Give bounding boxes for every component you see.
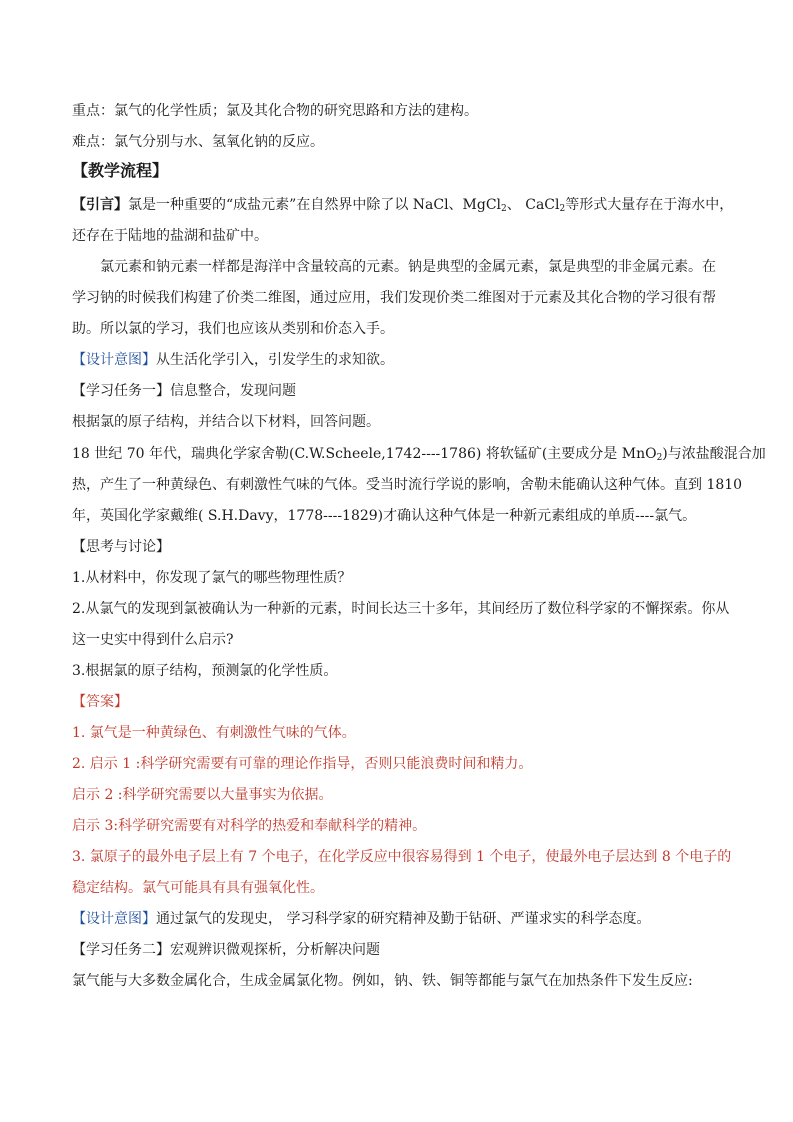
chlorine-metal-reaction: 氯气能与大多数金属化合，生成金属氯化物。例如，钠、铁、铜等都能与氯气在加热条件下发生反应: [72, 973, 693, 989]
answer-1: 1. 氯气是一种黄绿色、有刺激性气味的气体。 [72, 725, 356, 741]
material-line-3: 年，英国化学家戴维( S.H.Davy，1778----1829)才确认这种气体是一种新元素组成的单质----氯气。 [72, 508, 697, 524]
key-points: 重点：氯气的化学性质；氯及其化合物的研究思路和方法的建构。 [72, 103, 478, 119]
question-1: 1.从材料中，你发现了氯气的哪些物理性质？ [72, 570, 352, 586]
learning-task-1: 【学习任务一】信息整合，发现问题 [72, 383, 296, 399]
design-intent-2: 【设计意图】通过氯气的发现史， 学习科学家的研究精神及勤于钻研、严谨求实的科学态度。 [72, 911, 651, 927]
difficult-points: 难点：氯气分别与水、氢氧化钠的反应。 [72, 134, 324, 150]
body-paragraph-line-1: 氯元素和钠元素一样都是海洋中含量较高的元素。钠是典型的金属元素，氯是典型的非金属元素。在 [100, 259, 716, 275]
learning-task-1-label: 【学习任务一】 [72, 383, 170, 399]
material-line-2: 热，产生了一种黄绿色、有刺激性气味的气体。受当时流行学说的影响，舍勒未能确认这种气体。直到 1810 [72, 477, 743, 493]
intro-label: 【引言】 [72, 197, 128, 213]
question-2-line-1: 2.从氯气的发现到氯被确认为一种新的元素，时间长达三十多年，其间经历了数位科学家的不懈探索。你从 [72, 601, 730, 617]
learning-task-2: 【学习任务二】宏观辨识微观探析，分析解决问题 [72, 942, 380, 958]
think-discuss-heading: 【思考与讨论】 [72, 539, 170, 555]
learning-task-2-label: 【学习任务二】 [72, 942, 170, 958]
body-paragraph-line-2: 学习钠的时候我们构建了价类二维图，通过应用，我们发现价类二维图对于元素及其化合物的学习很有帮 [72, 290, 716, 306]
answer-3-line-1: 3. 氯原子的最外电子层上有 7 个电子，在化学反应中很容易得到 1 个电子，使最外电子层达到 8 个电子的 [72, 849, 732, 865]
intro-paragraph-line-1: 【引言】氯是一种重要的“成盐元素”在自然界中除了以 NaCl、MgCl$_2$、 CaCl$_2$等形式大量存在于海水中， [72, 197, 734, 214]
design-intent-label: 【设计意图】 [72, 911, 156, 927]
task-instruction: 根据氯的原子结构，并结合以下材料，回答问题。 [72, 414, 380, 430]
body-paragraph-line-3: 助。所以氯的学习，我们也应该从类别和价态入手。 [72, 321, 394, 337]
answer-2-insight-2: 启示 2 :科学研究需要以大量事实为依据。 [72, 787, 333, 803]
answer-2-insight-1: 2. 启示 1 :科学研究需要有可靠的理论作指导，否则只能浪费时间和精力。 [72, 756, 533, 772]
design-intent-label: 【设计意图】 [72, 352, 156, 368]
answer-2-insight-3: 启示 3:科学研究需要有对科学的热爱和奉献科学的精神。 [72, 818, 427, 834]
intro-paragraph-line-2: 还存在于陆地的盐湖和盐矿中。 [72, 228, 268, 244]
answer-3-line-2: 稳定结构。氯气可能具有具有强氧化性。 [72, 880, 324, 896]
question-3: 3.根据氯的原子结构，预测氯的化学性质。 [72, 663, 338, 679]
design-intent-1: 【设计意图】从生活化学引入，引发学生的求知欲。 [72, 352, 394, 368]
question-2-line-2: 这一史实中得到什么启示? [72, 632, 234, 648]
answer-heading: 【答案】 [72, 694, 128, 710]
material-line-1: 18 世纪 70 年代，瑞典化学家舍勒(C.W.Scheele,1742----1786) 将软锰矿(主要成分是 MnO$_2$)与浓盐酸混合加 [72, 446, 766, 463]
section-heading-teaching-process: 【教学流程】 [72, 161, 169, 180]
